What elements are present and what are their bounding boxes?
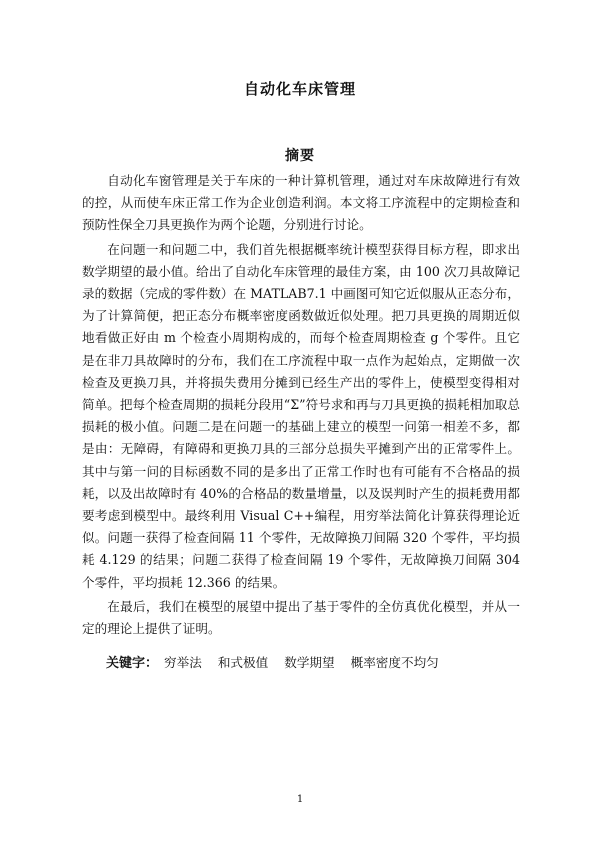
abstract-paragraph: 自动化车窗管理是关于车床的一种计算机管理，通过对车床故障进行有效的控，从而使车床正常工作为企业创造利润。本文将工序流程中的定期检查和预防性保全刀具更换作为两个论题，分别进行讨论。 [82, 173, 520, 233]
keyword: 数学期望 [284, 655, 335, 670]
keywords-label: 关键字： [106, 656, 159, 671]
keyword: 穷举法 [164, 655, 202, 670]
page-number: 1 [296, 794, 304, 805]
document-title: 自动化车床管理 [243, 80, 356, 98]
abstract-paragraph: 在问题一和问题二中，我们首先根据概率统计模型获得目标方程，即求出数学期望的最小值。给出了自动化车床管理的最佳方案，由 100 次刀具故障记录的数据（完成的零件数）在 MATLAB7.1 中画图可知它近似服从正态分布，为了计算简便，把正态分布概率密度函数做近似处理。把刀具更换的周期近似地看做正好由 m 个检查小周期构成的，而每个检查周期检查 g 个零件。且它是在非刀具故障时的分布，我们在工序流程中取一点作为起始点，定期做一次检查及更换刀具，并将损失费用分摊到已经生产出的零件上，使模型变得相对简单。把每个检查周期的损耗分段用“Σ”符号求和再与刀具更换的损耗相加取总损耗的极小值。问题二是在问题一的基础上建立的模型一问第一相差不多，都是由：无障碍，有障碍和更换刀具的三部分总损失平摊到产出的正常零件上。其中与第一问的目标函数不同的是多出了正常工作时也有可能有不合格品的损耗，以及出故障时有 40%的合格品的数量增量，以及误判时产生的损耗费用都要考虑到模型中。最终利用 Visual C++编程，用穷举法简化计算获得理论近似。问题一获得了检查间隔 11 个零件，无故障换刀间隔 320 个零件，平均损耗 4.129 的结果；问题二获得了检查间隔 19 个零件，无故障换刀间隔 304 个零件，平均损耗 12.366 的结果。 [82, 241, 520, 590]
abstract-heading: 摘要 [285, 148, 315, 164]
keyword: 和式极值 [217, 655, 269, 670]
abstract-paragraph: 在最后，我们在模型的展望中提出了基于零件的全仿真优化模型，并从一定的理论上提供了证明。 [82, 598, 520, 637]
keywords-line [106, 652, 526, 675]
abstract-body [82, 170, 520, 642]
keyword: 概率密度不均匀 [350, 655, 439, 670]
